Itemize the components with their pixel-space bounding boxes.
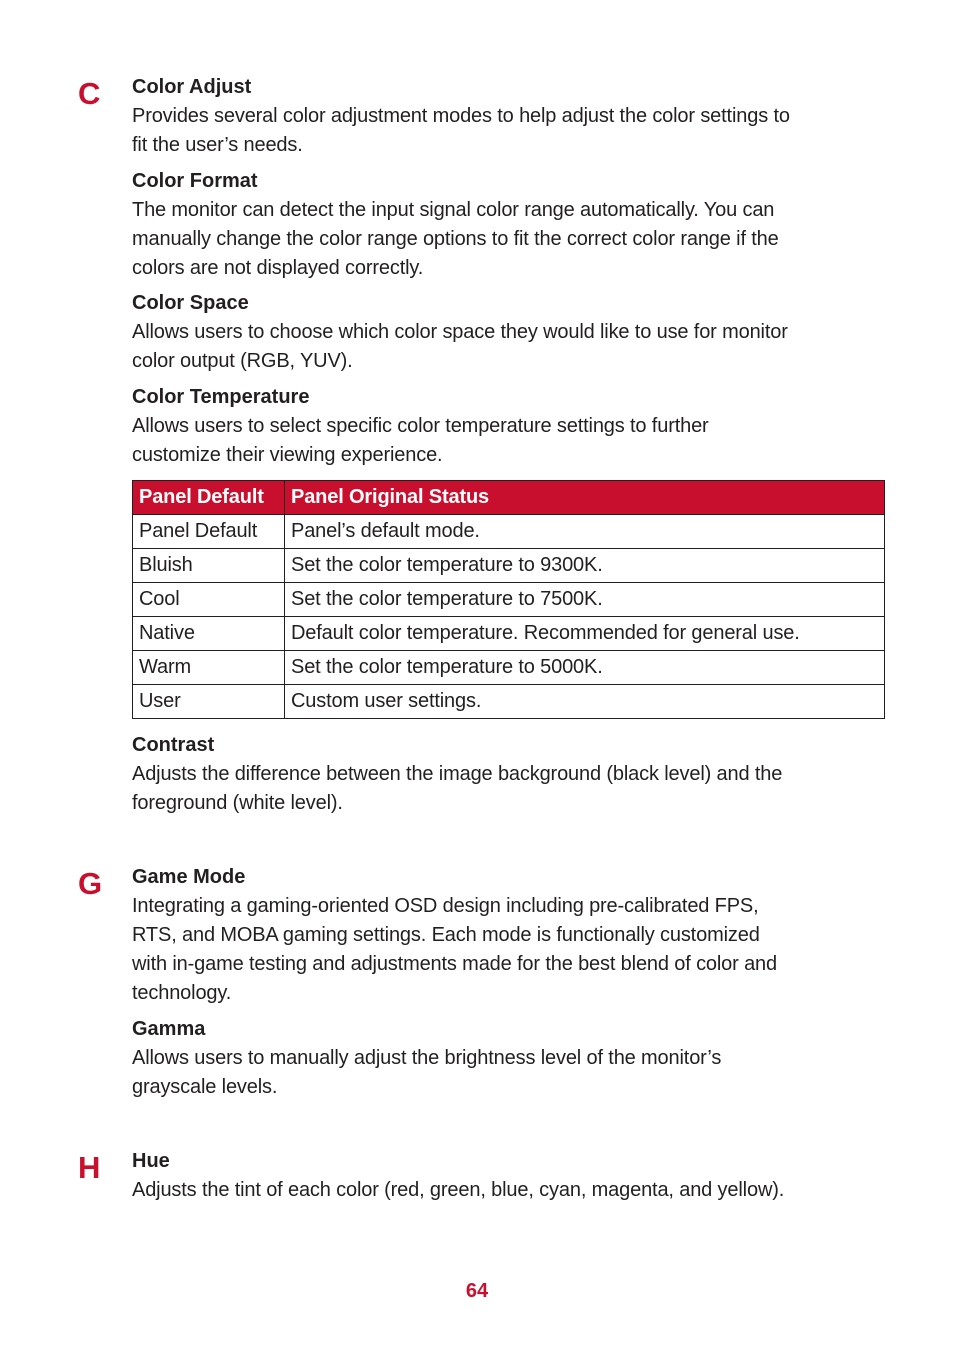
entry-line: The monitor can detect the input signal color range automatically. You can — [132, 199, 775, 221]
entry-title: Gamma — [132, 1018, 206, 1040]
section-letter-c: C — [78, 76, 101, 111]
entry-line: Adjusts the tint of each color (red, green, blue, cyan, magenta, and yellow). — [132, 1179, 785, 1201]
entry-line: Provides several color adjustment modes to help adjust the color settings to — [132, 105, 790, 127]
page-number: 64 — [465, 1280, 489, 1302]
entry-title: Game Mode — [132, 866, 246, 888]
table-cell: Panel Default — [133, 515, 285, 549]
hue-entry — [132, 1147, 887, 1205]
table-cell: Panel’s default mode. — [285, 515, 885, 549]
entry-line: customize their viewing experience. — [132, 444, 443, 466]
table-cell: Set the color temperature to 5000K. — [285, 651, 885, 685]
color-adjust-entry — [132, 73, 887, 160]
section-letter-g: G — [78, 866, 103, 901]
table-header-cell: Panel Default — [133, 481, 285, 515]
entry-title: Contrast — [132, 734, 215, 756]
table-cell: Custom user settings. — [285, 685, 885, 719]
color-format-entry — [132, 167, 887, 283]
entry-line: grayscale levels. — [132, 1076, 278, 1098]
table-cell: Bluish — [133, 549, 285, 583]
table-cell: Default color temperature. Recommended for general use. — [285, 617, 885, 651]
table-row — [133, 617, 885, 651]
table-row — [133, 651, 885, 685]
entry-line: Integrating a gaming-oriented OSD design including pre-calibrated FPS, — [132, 895, 759, 917]
entry-line: fit the user’s needs. — [132, 134, 303, 156]
table-row — [133, 685, 885, 719]
gamma-entry — [132, 1015, 887, 1102]
entry-line: Allows users to choose which color space they would like to use for monitor — [132, 321, 788, 343]
table-row — [133, 515, 885, 549]
entry-line: color output (RGB, YUV). — [132, 350, 353, 372]
table-cell: Set the color temperature to 9300K. — [285, 549, 885, 583]
entry-title: Hue — [132, 1150, 170, 1172]
table-row — [133, 583, 885, 617]
entry-title: Color Temperature — [132, 386, 310, 408]
entry-line: Adjusts the difference between the image background (black level) and the — [132, 763, 783, 785]
table-cell: User — [133, 685, 285, 719]
color-temperature-table — [132, 480, 885, 719]
entry-line: manually change the color range options to fit the correct color range if the — [132, 228, 779, 250]
entry-line: technology. — [132, 982, 232, 1004]
entry-line: Allows users to select specific color temperature settings to further — [132, 415, 709, 437]
table-cell: Warm — [133, 651, 285, 685]
entry-title: Color Space — [132, 292, 249, 314]
color-space-entry — [132, 289, 887, 376]
table-header-row — [133, 481, 885, 515]
entry-line: Allows users to manually adjust the brightness level of the monitor’s — [132, 1047, 722, 1069]
table-header-cell: Panel Original Status — [285, 481, 885, 515]
table-cell: Cool — [133, 583, 285, 617]
table-cell: Native — [133, 617, 285, 651]
table-row — [133, 549, 885, 583]
game-mode-entry — [132, 863, 887, 1008]
table-cell: Set the color temperature to 7500K. — [285, 583, 885, 617]
entry-title: Color Adjust — [132, 76, 252, 98]
entry-line: with in-game testing and adjustments made for the best blend of color and — [132, 953, 777, 975]
entry-title: Color Format — [132, 170, 258, 192]
entry-line: foreground (white level). — [132, 792, 343, 814]
entry-line: colors are not displayed correctly. — [132, 257, 424, 279]
color-temperature-entry — [132, 383, 887, 470]
entry-line: RTS, and MOBA gaming settings. Each mode is functionally customized — [132, 924, 760, 946]
contrast-entry — [132, 731, 887, 818]
section-letter-h: H — [78, 1150, 101, 1185]
